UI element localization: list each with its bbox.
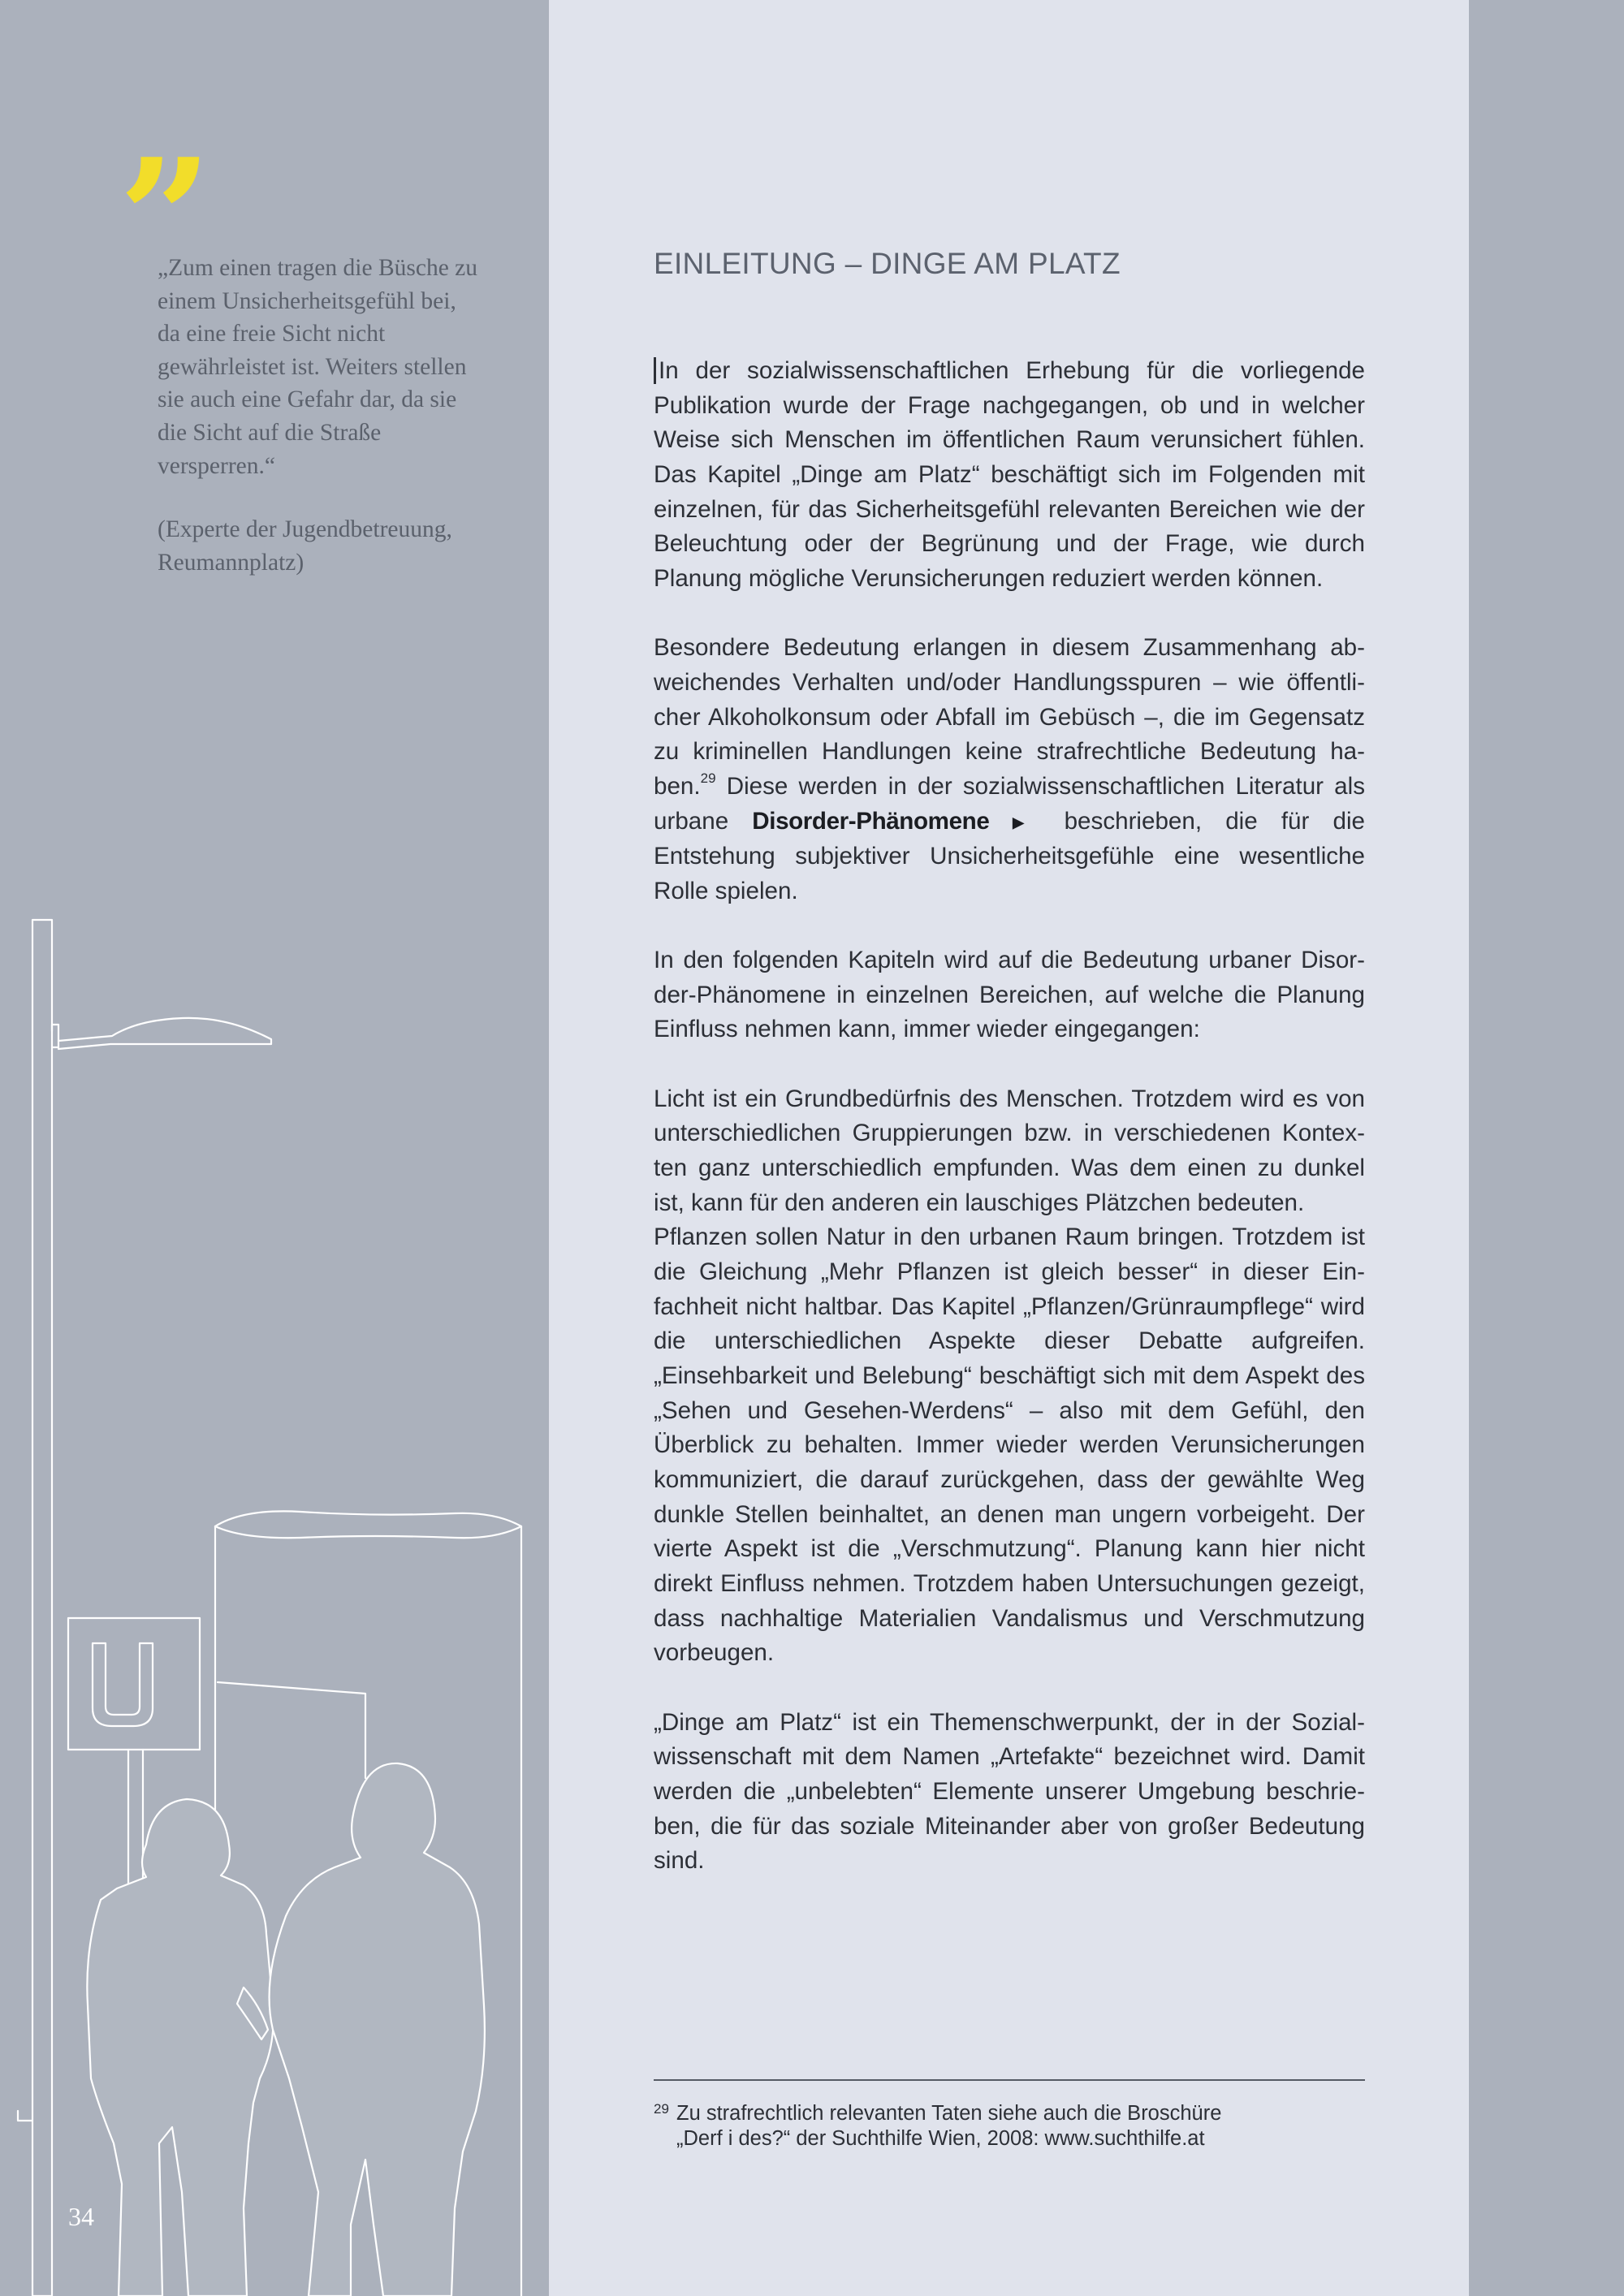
body-text [654, 354, 1365, 1879]
footnote-divider [654, 2079, 1365, 2081]
paragraph-disorder-text-2: Diese werden in der sozialwissenschaftlichen Literatur als urbane [654, 772, 1365, 835]
quote-mark-icon: ” [119, 123, 213, 314]
paragraph-chapters: In den folgenden Kapiteln wird auf die Bedeutung urbaner Disorder-Phänomene in einzelnen Bereichen, auf welche die Planung Einfluss nehmen kann, immer wieder eingegangen: [654, 947, 1365, 1043]
paragraph-intro [654, 354, 1365, 597]
glossary-term-label: Disorder-Phänomene [752, 807, 990, 835]
arrow-right-icon: ▶ [1013, 814, 1041, 831]
paragraph-intro-text: n der sozialwissenschaftlichen Erhebung für die vorliegende Publikation wurde der Frage nachgegangen, ob und in welcher Weise sich Menschen im öffentlichen Raum verunsichert fühlen. Das Kapitel „Dinge am Platz“ beschäftigt sich im Folgenden mit einzelnen, für das Sicherheitsgefühl relevanten Bereichen wie der Beleuchtung oder der Begrünung und der Frage, wie durch Planung mögliche Verunsicherungen reduziert werden können. [654, 357, 1365, 592]
drop-cap: I [654, 357, 665, 384]
footnote-line-2: „Derf i des?“ der Suchthilfe Wien, 2008: www.suchthilfe.at [676, 2127, 1205, 2150]
paragraph-light: Licht ist ein Grundbedürfnis des Menschen. Trotzdem wird es von unterschiedlichen Gruppierungen bzw. in verschiedenen Kontexten ganz unterschiedlich empfunden. Was dem einen zu dunkel ist, kann für den anderen ein lauschiges Plätzchen bedeuten. [654, 1085, 1365, 1216]
pedestrians-silhouette [87, 1763, 485, 2296]
paragraph-aspects: Pflanzen sollen Natur in den urbanen Raum bringen. Trotzdem ist die Gleichung „Mehr Pflanzen ist gleich besser“ in dieser Einfachheit nicht haltbar. Das Kapitel „Pflanzen/Grünraumpflege“ wird die unterschiedlichen Aspekte dieser Debatte aufgreifen. „Einsehbarkeit und Belebung“ beschäftigt sich mit dem Aspekt des „Sehen und Gesehen-Werdens“ – also mit dem Gefühl, den Überblick zu behalten. Immer wieder werden Verunsicherungen kommuniziert, die darauf zurückgehen, dass der gewählte Weg dunkle Stellen beinhaltet, an denen man ungern vorbeigeht. Der vierte Aspekt ist die „Verschmutzung“. Planung kann hier nicht direkt Einfluss nehmen. Trotzdem haben Untersuchungen gezeigt, dass nachhaltige Materialien Vandalismus und Verschmutzung vorbeugen. [654, 1224, 1365, 1667]
footnote-line-1: Zu strafrechtlich relevanten Taten siehe auch die Broschüre [676, 2102, 1222, 2125]
sign-letter: U [134, 1723, 135, 1724]
footnote [654, 2101, 1365, 2151]
footnote-number: 29 [654, 2101, 669, 2117]
sidebar-quote-source: (Experte der Jugendbetreuung, Reumannplatz) [158, 516, 452, 576]
paragraph-disorder-text-1: Besondere Bedeutung erlangen in diesem Zusammenhang abweichendes Verhalten und/oder Handlungsspuren – wie öffentlicher Alkoholkonsum oder Abfall im Gebüsch –, die im Gegensatz zu kriminellen Handlungen keine strafrechtliche Bedeutung haben. [654, 634, 1365, 800]
right-margin-strip [1469, 0, 1624, 2296]
paragraph-artefacts: „Dinge am Platz“ ist ein Themenschwerpunkt, der in der Sozialwissenschaft mit dem Namen „Artefakte“ bezeichnet wird. Damit werden die „unbelebten“ Elemente unserer Umgebung beschrieben, die für das soziale Miteinander aber von großer Bedeutung sind. [654, 1708, 1365, 1875]
page-number: 34 [68, 2202, 94, 2231]
street-scene-illustration [0, 909, 549, 2296]
paragraph-disorder [654, 631, 1365, 908]
glossary-term-link[interactable] [752, 808, 1040, 835]
paragraph-disorder-text-3: beschrieben, die für die Entstehung subjektiver Unsicherheitsgefühle eine wesentliche Rolle spielen. [654, 807, 1365, 904]
footnote-reference[interactable]: 29 [700, 770, 716, 786]
section-title: EINLEITUNG – DINGE AM PLATZ [654, 247, 1121, 280]
sidebar-quote: „Zum einen tragen die Büsche zu einem Unsicherheitsgefühl bei, da eine freie Sicht nicht gewährleistet ist. Weiters stellen sie auch eine Gefahr dar, da sie die Sicht auf die Straße versperren.“ [158, 255, 478, 479]
